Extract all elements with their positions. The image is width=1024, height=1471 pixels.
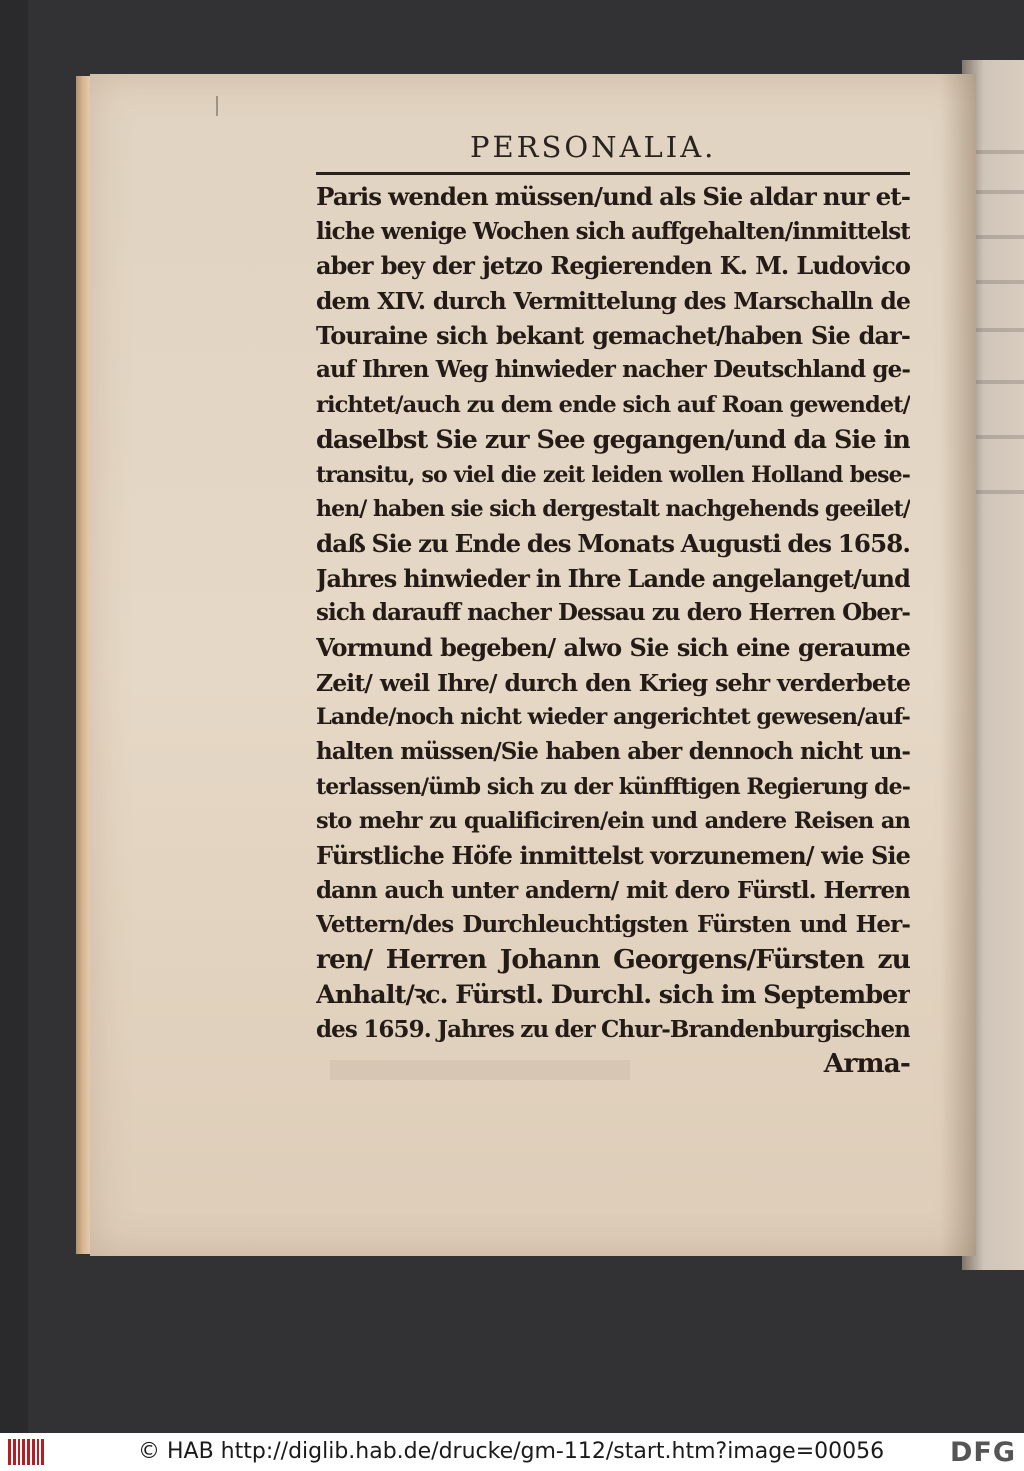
source-citation-link[interactable]: © HAB http://diglib.hab.de/drucke/gm-112/start.htm?image=00056	[138, 1439, 885, 1464]
text-line: auf Ihren Weg hinwieder nacher Deutschland ge-	[316, 356, 910, 384]
text-line: dann auch unter andern/ mit dero Fürstl. Herren	[316, 876, 910, 904]
body-text	[316, 180, 910, 1082]
running-head: PERSONALIA.	[470, 130, 717, 164]
text-line: liche wenige Wochen sich auffgehalten/inmittelst	[316, 217, 910, 245]
text-line: sto mehr zu qualificiren/ein und andere Reisen an	[316, 808, 910, 835]
text-line: daselbst Sie zur See gegangen/und da Sie in	[316, 424, 910, 455]
footer-bar	[0, 1433, 1024, 1471]
text-line: transitu, so viel die zeit leiden wollen Holland bese-	[316, 461, 910, 488]
gutter-shadow	[940, 74, 976, 1256]
text-line: Zeit/ weil Ihre/ durch den Krieg sehr verderbete	[316, 668, 910, 697]
text-line: hen/ haben sie sich dergestalt nachgehends geeilet/	[316, 496, 910, 523]
text-line: ren/ Herren Johann Georgens/Fürsten zu	[316, 944, 910, 976]
text-line: daß Sie zu Ende des Monats Augusti des 1658.	[316, 528, 910, 558]
dfg-logo: DFG	[949, 1437, 1016, 1468]
head-rule	[316, 172, 910, 175]
hab-barcode-logo-icon	[8, 1439, 44, 1465]
pencil-mark	[216, 96, 218, 116]
text-line: Lande/noch nicht wieder angerichtet gewesen/auf-	[316, 704, 910, 731]
text-line: sich darauff nacher Dessau zu dero Herren Ober-	[316, 599, 910, 627]
catchword: Arma-	[823, 1048, 910, 1080]
text-line: Anhalt/ꝛc. Fürstl. Durchl. sich im September	[316, 979, 910, 1010]
show-through	[330, 1060, 630, 1080]
text-line: Touraine sich bekant gemachet/haben Sie dar-	[316, 320, 910, 350]
text-line: halten müssen/Sie haben aber dennoch nicht un-	[316, 738, 910, 765]
text-line: dem XIV. durch Vermittelung des Marschalln de	[316, 287, 910, 316]
text-line: terlassen/ümb sich zu der künfftigen Regierung de-	[316, 773, 910, 800]
text-line: des 1659. Jahres zu der Chur-Brandenburgischen	[316, 1015, 910, 1043]
text-line: Vettern/des Durchleuchtigsten Fürsten und Her-	[316, 911, 910, 939]
text-line: Paris wenden müssen/und als Sie aldar nur et-	[316, 182, 910, 211]
text-line: Fürstliche Höfe inmittelst vorzunemen/ wie Sie	[316, 841, 910, 871]
text-line: richtet/auch zu dem ende sich auf Roan gewendet/	[316, 392, 910, 419]
text-line: Vormund begeben/ alwo Sie sich eine geraume	[316, 632, 910, 662]
text-line: Jahres hinwieder in Ihre Lande angelanget/und	[316, 563, 910, 593]
text-line: aber bey der jetzo Regierenden K. M. Ludovico	[316, 251, 910, 281]
